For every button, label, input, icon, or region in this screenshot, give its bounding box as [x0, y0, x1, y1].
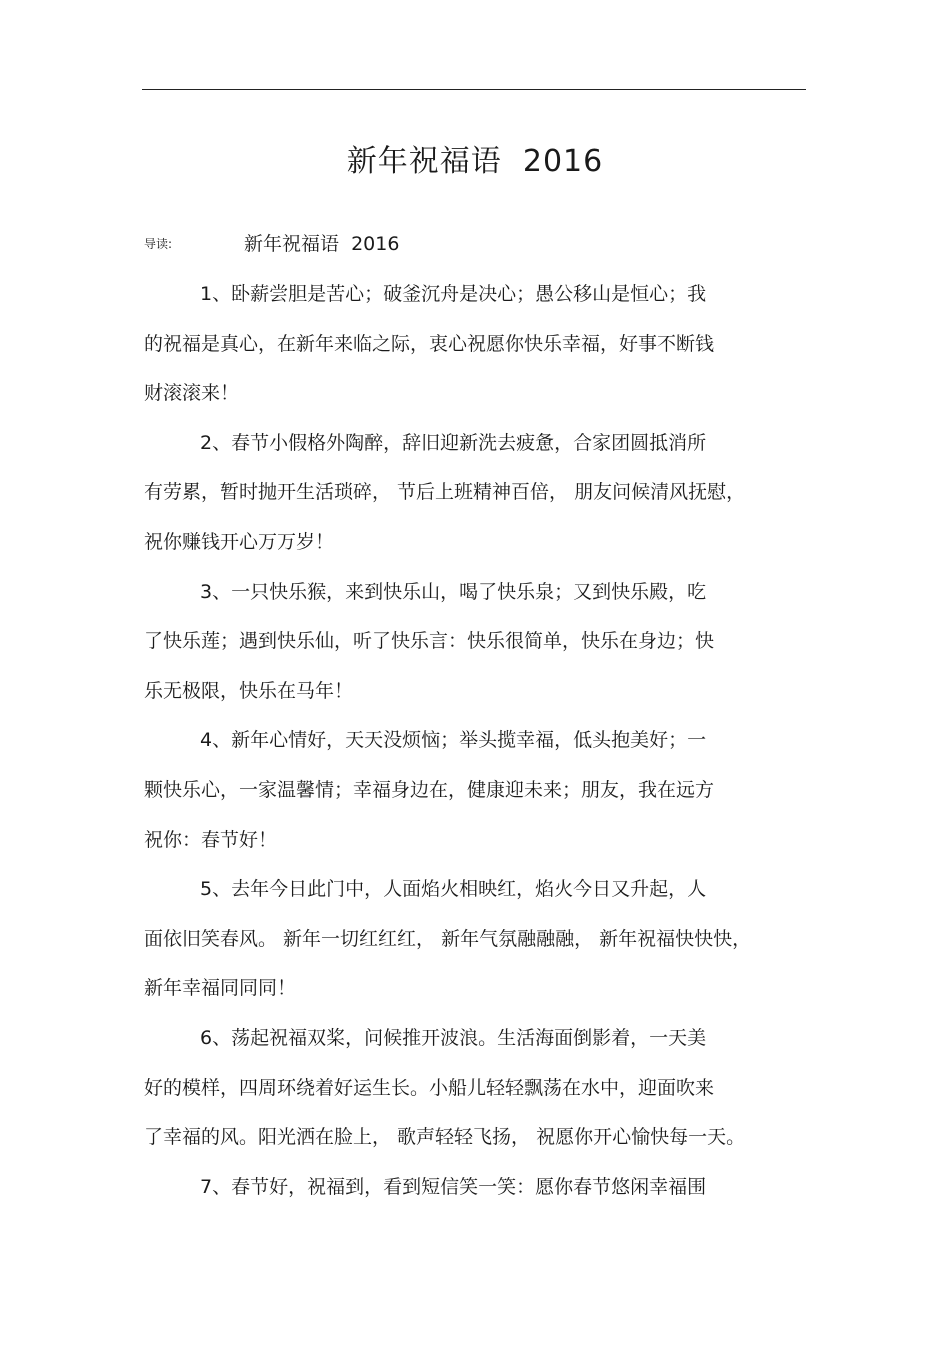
text-line: 的祝福是真心，在新年来临之际，衷心祝愿你快乐幸福，好事不断钱: [144, 332, 715, 355]
lead-text: 新年祝福语 2016: [244, 233, 400, 255]
text-line: 好的模样，四周环绕着好运生长。小船儿轻轻飘荡在水中，迎面吹来: [144, 1076, 715, 1099]
paragraph: [144, 719, 804, 868]
top-divider: [142, 89, 806, 90]
text-line: 乐无极限，快乐在马年！: [144, 679, 354, 702]
document-body: [144, 273, 804, 1215]
text-line: 祝你：春节好！: [144, 828, 278, 851]
paragraph: [144, 1017, 804, 1166]
paragraph: [144, 1166, 804, 1216]
text-line: 3、一只快乐猴，来到快乐山，喝了快乐泉；又到快乐殿，吃: [200, 580, 707, 603]
text-line: 1、卧薪尝胆是苦心；破釜沉舟是决心；愚公移山是恒心；我: [200, 283, 707, 305]
text-line: 4、新年心情好，天天没烦恼；举头揽幸福，低头抱美好；一: [200, 729, 707, 752]
text-line: 新年幸福同同同！: [144, 977, 297, 1000]
paragraph: [144, 868, 804, 1017]
paragraph: [144, 422, 804, 571]
paragraph: [144, 571, 804, 720]
text-line: 7、春节好，祝福到，看到短信笑一笑：愿你春节悠闲幸福围: [200, 1175, 707, 1198]
page-title: 新年祝福语 2016: [346, 144, 604, 179]
text-line: 2、春节小假格外陶醉，辞旧迎新洗去疲惫，合家团圆抵消所: [200, 431, 707, 454]
text-line: 祝你赚钱开心万万岁！: [144, 530, 335, 553]
text-line: 颗快乐心，一家温馨情；幸福身边在，健康迎未来；朋友，我在远方: [144, 778, 715, 801]
text-line: 有劳累，暂时抛开生活琐碎， 节后上班精神百倍， 朋友问候清风抚慰，: [144, 481, 746, 504]
text-line: 了快乐莲；遇到快乐仙，听了快乐言：快乐很简单，快乐在身边；快: [144, 630, 715, 653]
text-line: 财滚滚来！: [144, 382, 240, 405]
lead-label: 导读:: [144, 237, 173, 251]
text-line: 了幸福的风。阳光洒在脸上， 歌声轻轻飞扬， 祝愿你开心愉快每一天。: [144, 1126, 746, 1149]
text-line: 面依旧笑春风。 新年一切红红红， 新年气氛融融融， 新年祝福快快快，: [144, 927, 752, 950]
text-line: 5、去年今日此门中，人面焰火相映红，焰火今日又升起，人: [200, 878, 707, 901]
paragraph: [144, 273, 804, 422]
text-line: 6、荡起祝福双桨，问候推开波浪。生活海面倒影着，一天美: [200, 1026, 707, 1049]
